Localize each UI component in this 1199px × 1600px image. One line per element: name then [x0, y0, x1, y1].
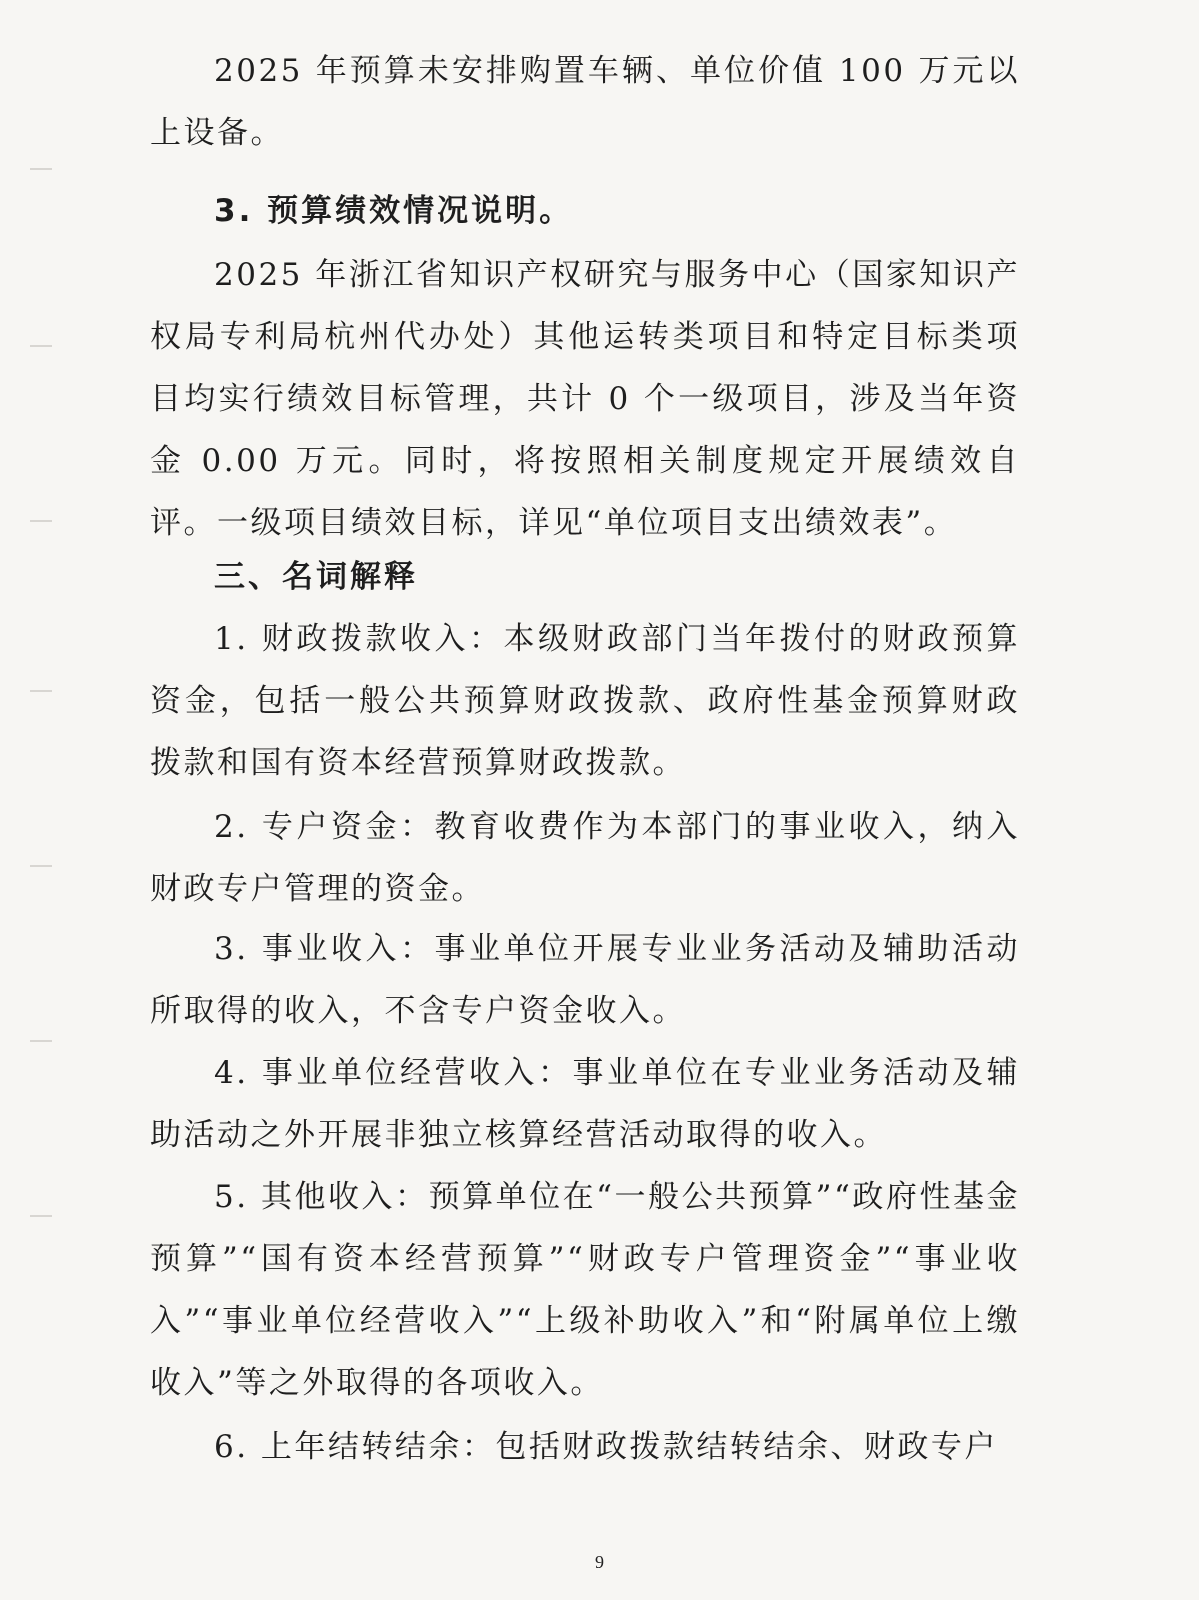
paragraph-carryover: 6. 上年结转结余：包括财政拨款结转结余、财政专户	[214, 1429, 998, 1465]
document-page	[150, 40, 1020, 1540]
scan-edge-mark	[30, 520, 52, 522]
scan-edge-mark	[30, 168, 52, 170]
scan-edge-mark	[30, 690, 52, 692]
heading-performance-note: 3. 预算绩效情况说明。	[214, 193, 574, 229]
scan-edge-mark	[30, 345, 52, 347]
scan-edge-mark	[30, 1040, 52, 1042]
paragraph-operating-income: 4. 事业单位经营收入：事业单位在专业业务活动及辅助活动之外开展非独立核算经营活动取得的收入。	[150, 1055, 1020, 1153]
page-number: 9	[595, 1552, 604, 1572]
paragraph-business-income: 3. 事业收入：事业单位开展专业业务活动及辅助活动所取得的收入，不含专户资金收入。	[150, 931, 1020, 1029]
paragraph-vehicle-budget: 2025 年预算未安排购置车辆、单位价值 100 万元以上设备。	[150, 53, 1020, 151]
scan-edge-mark	[30, 865, 52, 867]
scan-edge-mark	[30, 1215, 52, 1217]
paragraph-special-account: 2. 专户资金：教育收费作为本部门的事业收入，纳入财政专户管理的资金。	[150, 809, 1020, 907]
paragraph-other-income: 5. 其他收入：预算单位在“一般公共预算”“政府性基金预算”“国有资本经营预算”“财政专户管理资金”“事业收入”“事业单位经营收入”“上级补助收入”和“附属单位上缴收入”等之外取得的各项收入。	[150, 1179, 1020, 1401]
paragraph-performance-detail: 2025 年浙江省知识产权研究与服务中心（国家知识产权局专利局杭州代办处）其他运转类项目和特定目标类项目均实行绩效目标管理，共计 0 个一级项目，涉及当年资金 0.00 万元。同时，将按照相关制度规定开展绩效自评。一级项目绩效目标，详见“单位项目支出绩效表”。	[150, 257, 1020, 541]
heading-glossary: 三、名词解释	[214, 559, 418, 595]
paragraph-fiscal-appropriation: 1. 财政拨款收入：本级财政部门当年拨付的财政预算资金，包括一般公共预算财政拨款、政府性基金预算财政拨款和国有资本经营预算财政拨款。	[150, 621, 1020, 781]
